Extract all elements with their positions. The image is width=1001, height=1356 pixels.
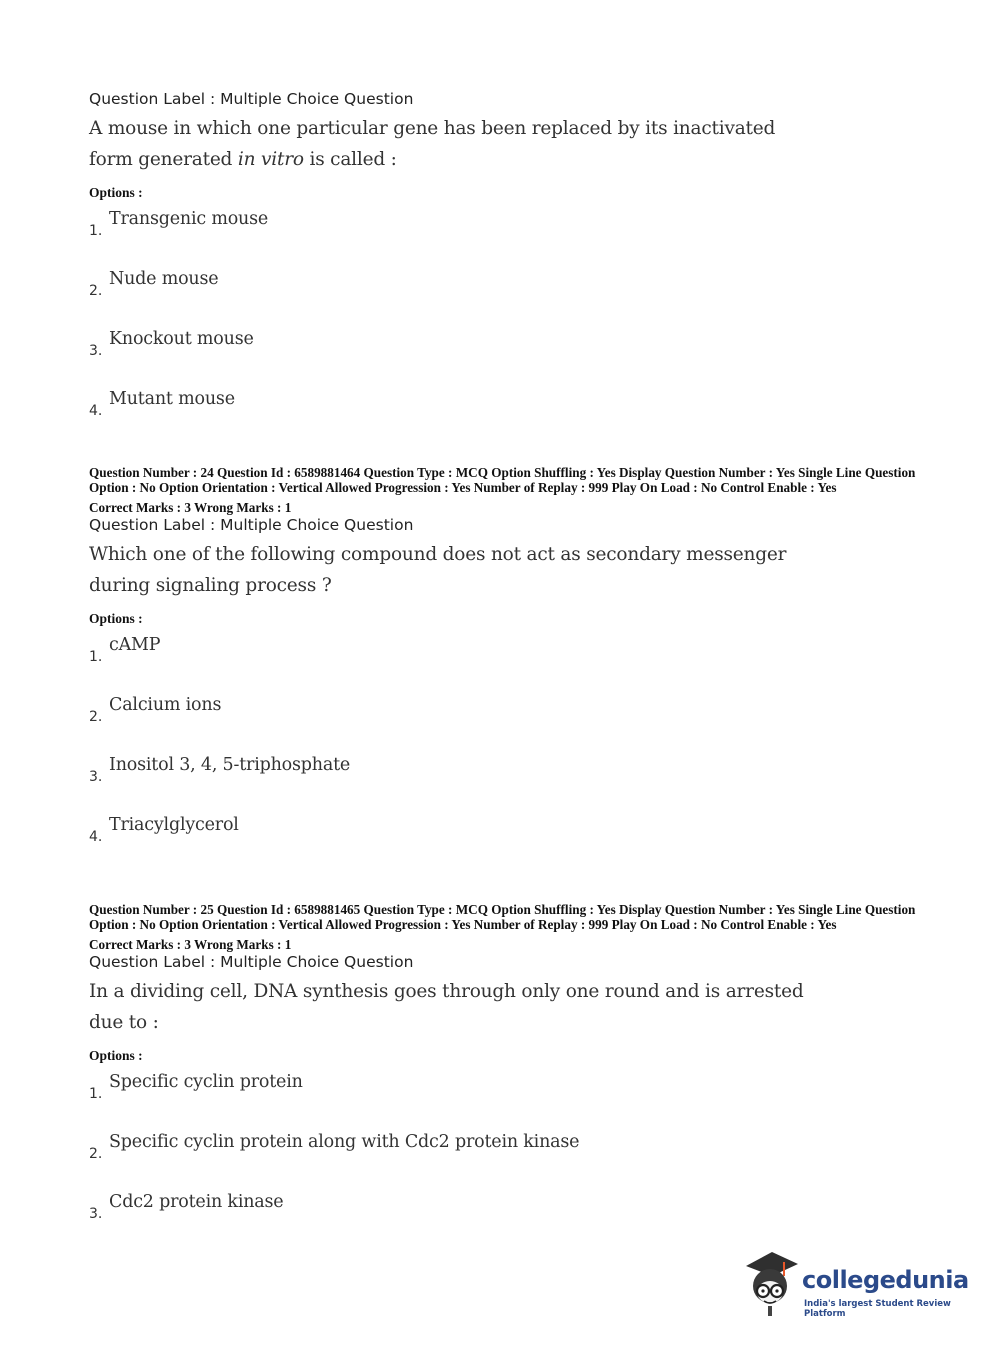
option-number: 3.	[89, 769, 103, 786]
option-text: Nude mouse	[109, 269, 219, 289]
question-23	[89, 89, 919, 449]
options-list	[89, 1072, 919, 1252]
option-number: 4.	[89, 403, 103, 419]
question-text: In a dividing cell, DNA synthesis goes through only one round and is arrested due to :	[89, 981, 804, 1034]
option-text: Mutant mouse	[109, 389, 235, 409]
options-title: Options :	[89, 1048, 143, 1064]
option-item[interactable]	[89, 209, 919, 269]
question-24	[89, 466, 919, 875]
logo-name: collegedunia	[802, 1266, 969, 1294]
question-25	[89, 903, 919, 1252]
option-number: 1.	[89, 1086, 103, 1103]
option-item[interactable]	[89, 269, 919, 329]
option-text: cAMP	[109, 635, 161, 656]
option-number: 1.	[89, 223, 103, 239]
question-meta: Question Number : 24 Question Id : 6589881464 Question Type : MCQ Option Shuffling : Yes Display Question Number : Yes Single Line Question Option : No Option Orientation : Vertical Allowed Progression : Yes Number of Replay : 999 Play On Load : No Control Enable : Yes	[89, 465, 916, 495]
option-text: Transgenic mouse	[109, 209, 269, 229]
question-label: Question Label : Multiple Choice Question	[89, 516, 414, 535]
option-item[interactable]	[89, 635, 919, 695]
question-marks: Correct Marks : 3 Wrong Marks : 1	[89, 937, 292, 953]
option-text: Inositol 3, 4, 5-triphosphate	[109, 755, 351, 776]
option-number: 4.	[89, 829, 103, 846]
options-list	[89, 635, 919, 875]
option-text: Specific cyclin protein	[109, 1072, 303, 1093]
option-item[interactable]	[89, 695, 919, 755]
option-number: 3.	[89, 1206, 103, 1223]
option-item[interactable]	[89, 1132, 919, 1192]
question-text: A mouse in which one particular gene has been replaced by its inactivated form generated in vitro is called :	[89, 118, 776, 170]
option-item[interactable]	[89, 389, 919, 449]
option-text: Triacylglycerol	[109, 815, 239, 836]
option-number: 2.	[89, 1146, 103, 1163]
option-text: Cdc2 protein kinase	[109, 1192, 284, 1213]
option-number: 2.	[89, 709, 103, 726]
question-marks: Correct Marks : 3 Wrong Marks : 1	[89, 500, 292, 516]
option-number: 1.	[89, 649, 103, 666]
option-item[interactable]	[89, 755, 919, 815]
collegedunia-logo[interactable]	[742, 1248, 967, 1320]
option-item[interactable]	[89, 1072, 919, 1132]
student-mascot-icon	[742, 1248, 802, 1320]
question-label: Question Label : Multiple Choice Question	[89, 953, 414, 972]
option-item[interactable]	[89, 815, 919, 875]
logo-tagline: India's largest Student Review Platform	[804, 1299, 951, 1319]
question-meta: Question Number : 25 Question Id : 6589881465 Question Type : MCQ Option Shuffling : Yes Display Question Number : Yes Single Line Question Option : No Option Orientation : Vertical Allowed Progression : Yes Number of Replay : 999 Play On Load : No Control Enable : Yes	[89, 902, 916, 932]
options-title: Options :	[89, 611, 143, 627]
options-list	[89, 209, 919, 449]
question-label: Question Label : Multiple Choice Question	[89, 90, 414, 108]
option-item[interactable]	[89, 329, 919, 389]
option-text: Knockout mouse	[109, 329, 254, 349]
option-number: 3.	[89, 343, 103, 359]
option-text: Specific cyclin protein along with Cdc2 protein kinase	[109, 1132, 580, 1153]
option-number: 2.	[89, 283, 103, 299]
option-item[interactable]	[89, 1192, 919, 1252]
options-title: Options :	[89, 185, 143, 200]
option-text: Calcium ions	[109, 695, 222, 716]
question-text: Which one of the following compound does not act as secondary messenger during signaling process ?	[89, 544, 787, 597]
